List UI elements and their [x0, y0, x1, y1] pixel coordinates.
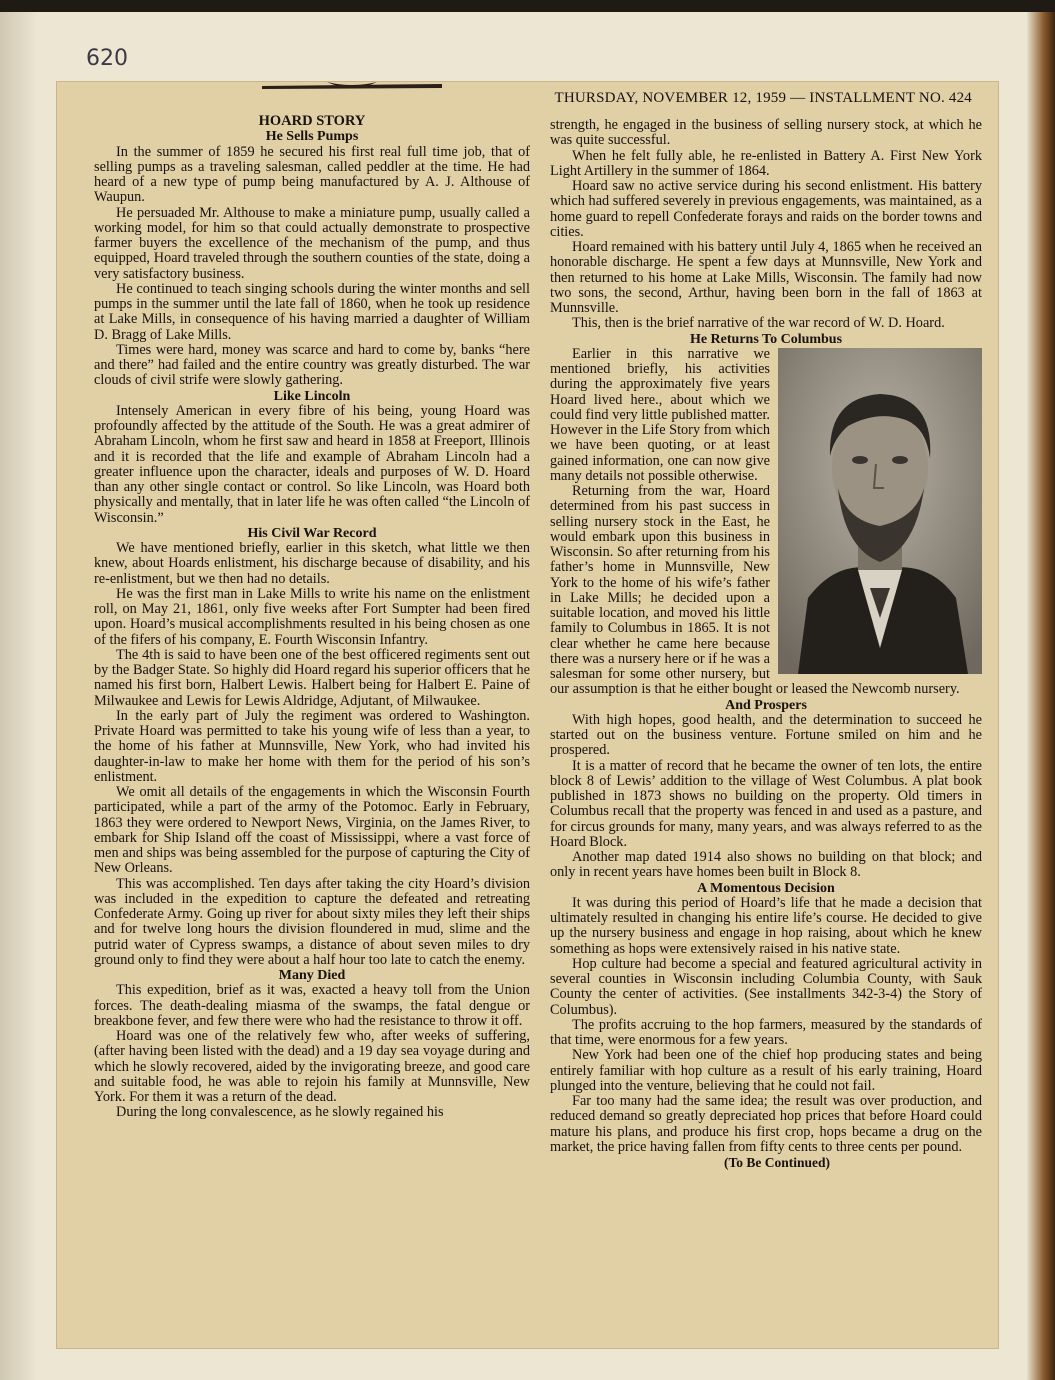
paragraph: In the summer of 1859 he secured his first real full time job, that of selling pumps as a traveling salesman, called peddler at the time. He had heard of a new type of pump being manufactured by A. J. Althouse of Waupun.: [94, 143, 530, 206]
subhead-many-died: Many Died: [278, 968, 346, 983]
paragraph: Hoard was one of the relatively few who, after weeks of suffering, (after having been listed with the dead) and a 19 day sea voyage during and which he slowly recovered, aided by the invigorating breeze, and good care and suitable food, he was able to rejoin his family at Munnsville, New York. For them it was a return of the dead.: [94, 1028, 530, 1105]
portrait-photo: [778, 348, 982, 674]
paragraph: This expedition, brief as it was, exacted a heavy toll from the Union forces. The death-dealing miasma of the swamps, the fatal dengue or breakbone fever, and few there were who had the resistance to throw it off.: [94, 982, 530, 1029]
paragraph: This, then is the brief narrative of the war record of W. D. Hoard.: [572, 315, 945, 332]
paragraph: We have mentioned briefly, earlier in this sketch, what little we then knew, about Hoards enlistment, his discharge because of disability, and his re-enlistment, but we then had no details.: [94, 540, 530, 587]
paragraph: Hop culture had become a special and featured agricultural activity in several counties in Wisconsin including Columbia County, with Sauk County the center of activities. (See installments 342-3-4) the Story of Columbus).: [550, 955, 982, 1018]
paragraph: Hoard remained with his battery until July 4, 1865 when he received an honorable discharge. He spent a few days at Munnsville, New York and then returned to his home at Lake Mills, Wisconsin. The family had now two sons, the second, Arthur, having been born in the fall of 1863 at Munnsville.: [550, 239, 982, 316]
paragraph: Far too many had the same idea; the result was over production, and reduced demand so greatly depreciated hop prices that before Hoard could mature his plans, and produce his first crop, hops became a drug on the market, the price having fallen from fifty cents to three cents per pound.: [550, 1093, 982, 1155]
paragraph: It was during this period of Hoard’s life that he made a decision that ultimately resulted in changing his entire life’s course. He decided to give up the nursery business and engage in hop raising, about which he knew something as hops were extensively raised in his native state.: [550, 894, 982, 957]
subhead-momentous-decision: A Momentous Decision: [697, 880, 835, 896]
subhead-and-prospers: And Prospers: [725, 697, 807, 713]
paragraph: strength, he engaged in the business of selling nursery stock, at which he was quite successful.: [550, 117, 982, 149]
paragraph: New York had been one of the chief hop producing states and being entirely familiar with hop culture as a result of his early training, Hoard plunged into the venture, believing that he could not fail.: [550, 1047, 982, 1094]
subhead-civil-war-record: His Civil War Record: [247, 525, 377, 541]
paragraph: In the early part of July the regiment was ordered to Washington. Private Hoard was permitted to take his young wife of less than a year, to the home of his father at Munnsville, New York, who had invited his daughter-in-law to make her home with them for the period of his son’s enlistment.: [94, 707, 530, 785]
paragraph: When he felt fully able, he re-enlisted in Battery A. First New York Light Artillery in the summer of 1864.: [550, 147, 982, 179]
left-column: [94, 114, 530, 1121]
issue-header: THURSDAY, NOVEMBER 12, 1959 — INSTALLMENT NO. 424: [554, 90, 972, 106]
album-page-edge: [1027, 12, 1055, 1380]
paragraph: He continued to teach singing schools during the winter months and sell pumps in the summer until the late fall of 1860, when he took up residence at Lake Mills, in consequence of his having married a daughter of William D. Bragg of Lake Mills.: [94, 280, 530, 343]
masthead-ornament: [257, 80, 447, 94]
paragraph: With high hopes, good health, and the determination to succeed he started out on the business venture. Fortune smiled on him and he prospered.: [550, 711, 982, 759]
paragraph: Hoard saw no active service during his second enlistment. His battery which had suffered severely in previous engagements, was maintained, as a home guard to repell Confederate forays and raids on the border towns and cities.: [550, 178, 982, 240]
paragraph: We omit all details of the engagements in which the Wisconsin Fourth participated, while a part of the army of the Potomoc. Early in February, 1863 they were ordered to Newport News, Virginia, on the James River, to embark for Ship Island off the coast of Mississippi, where a vast force of men and ships was being assembled for the purpose of capturing the City of New Orleans.: [94, 784, 530, 877]
subhead-sells-pumps: He Sells Pumps: [265, 129, 359, 145]
paragraph: He persuaded Mr. Althouse to make a miniature pump, usually called a working model, for him so that could actually demonstrate to prospective farmer buyers the excellence of the mechanism of the pump, and thus equipped, Hoard traveled through the southern counties of the state, doing a very satisfactory business.: [94, 204, 530, 282]
to-be-continued: (To Be Continued): [723, 1155, 831, 1170]
paragraph: This was accomplished. Ten days after taking the city Hoard’s division was included in the expedition to capture the defeated and retreating Confederate Army. Going up river for about sixty miles they left their ships and for twelve long hours the division floundered in mud, slime and the putrid water of Cypress swamps, a distance of about seven miles to dry ground only to find they were about a half hour too late to catch the enemy.: [94, 875, 530, 968]
page-number: 620: [86, 46, 128, 71]
newspaper-clipping: [57, 82, 998, 1348]
paragraph: Returning from the war, Hoard determined from his past success in selling nursery stock in the East, he would embark upon this business in Wisconsin. So after returning from his father’s home in Munnsville, New York to the home of his wife’s father in Lake Mills; he decided upon a suitable location, and moved his little family to Columbus in 1865. It is not clear whether he came here because there was a nursery here or if he was a salesman for some other nursery, but our assumption is that he either bought or leased the Newcomb nursery.: [550, 483, 960, 698]
paragraph: Times were hard, money was scarce and hard to come by, banks “here and there” had failed and the entire country was greatly disturbed. The war clouds of civil strife were slowly gathering.: [94, 341, 530, 389]
album-binding: [0, 12, 38, 1380]
story-title: HOARD STORY: [258, 113, 366, 129]
paragraph: He was the first man in Lake Mills to write his name on the enlistment roll, on May 21, 1861, only five weeks after Fort Sumpter had been fired upon. Hoard’s musical accomplishments resulted in his being chosen as one of the fifers of his company, E. Fourth Wisconsin Infantry.: [94, 585, 530, 648]
paragraph: The profits accruing to the hop farmers, measured by the standards of that time, were enormous for a few years.: [550, 1016, 982, 1048]
paragraph: Earlier in this narrative we mentioned briefly, his activities during the approximately five years Hoard lived here., about which we could find very little published matter. However in the Life Story from which we have been quoting, or at least gained information, one can now give many details not possible otherwise.: [550, 345, 770, 484]
subhead-returns-to-columbus: He Returns To Columbus: [689, 331, 843, 347]
paragraph: The 4th is said to have been one of the best officered regiments sent out by the Badger State. So highly did Hoard regard his superior officers that he named his first born, Halbert Lewis. Halbert being for Halbert E. Paine of Milwaukee and Lewis for Lewis Aldridge, Adjutant, of Milwaukee.: [94, 646, 530, 709]
paragraph: It is a matter of record that he became the owner of ten lots, the entire block 8 of Lewis’ addition to the village of West Columbus. A plat book published in 1873 shows no building on the property. Old timers in Columbus recall that the property was fenced in and used as a pasture, and for circus grounds for many, many years, and was always referred to as the Hoard Block.: [550, 757, 982, 850]
top-dark-edge: [0, 0, 1055, 12]
paragraph: Another map dated 1914 also shows no building on that block; and only in recent years have homes been built in Block 8.: [550, 849, 982, 881]
right-column: [550, 118, 982, 1170]
subhead-like-lincoln: Like Lincoln: [273, 388, 351, 404]
paragraph: Intensely American in every fibre of his being, young Hoard was profoundly affected by the attitude of the South. He was a great admirer of Abraham Lincoln, whom he first saw and heard in 1858 at Freeport, Illinois and it is recorded that the life and example of Abraham Lincoln had a greater influence upon the character, ideals and purposes of W. D. Hoard than any other single contact or control. So like Lincoln, was Hoard both physically and mentally, that in later life he was often called “the Lincoln of Wisconsin.”: [94, 402, 530, 526]
paragraph: During the long convalescence, as he slowly regained his: [116, 1104, 444, 1121]
